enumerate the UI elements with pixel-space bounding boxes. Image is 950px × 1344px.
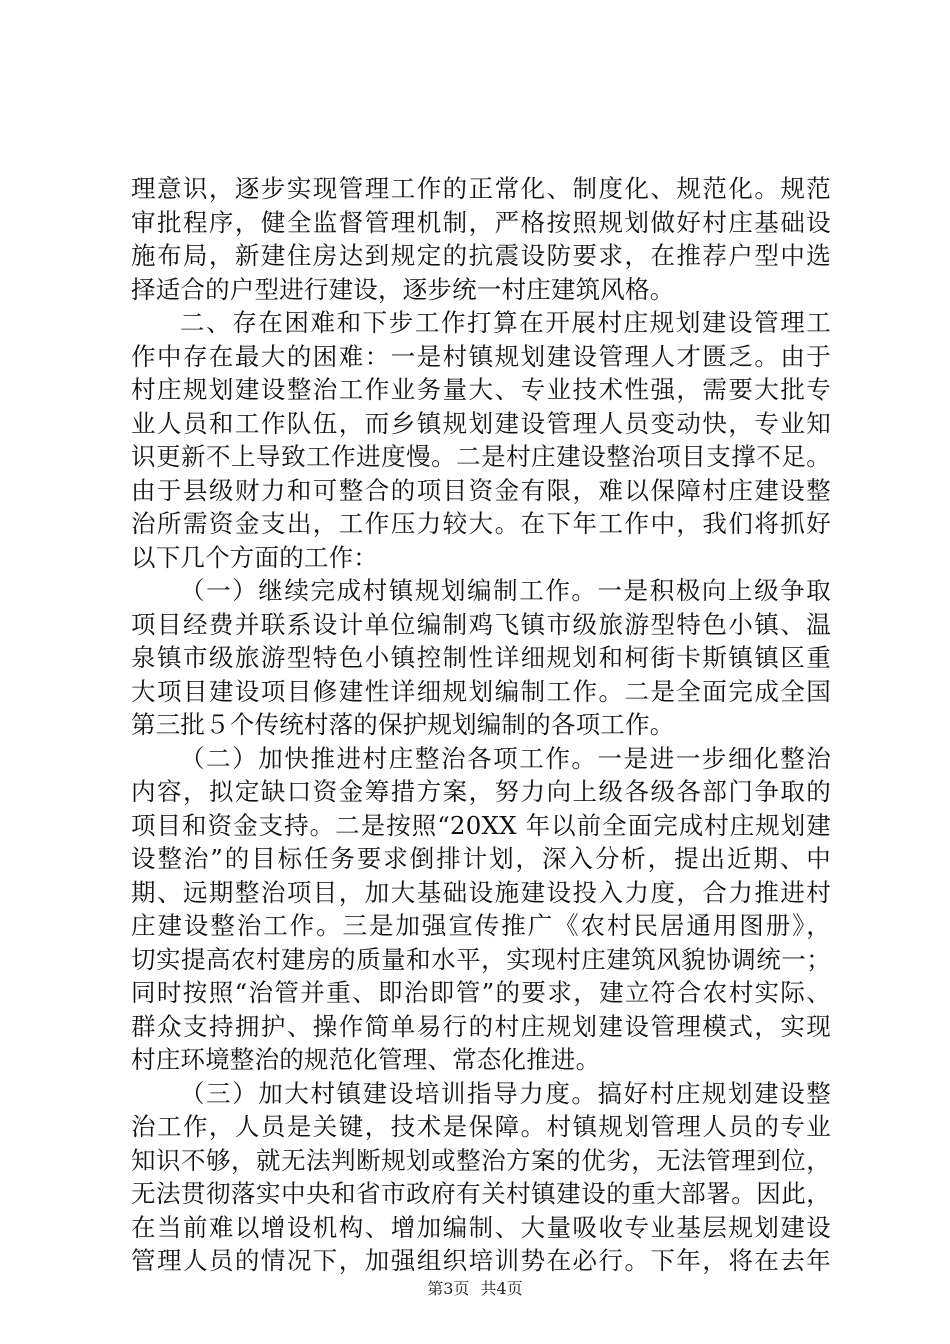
text-line: 泉镇市级旅游型特色小镇控制性详细规划和柯街卡斯镇镇区重 (131, 643, 831, 672)
text-line: 二、存在困难和下步工作打算在开展村庄规划建设管理工 (180, 308, 831, 337)
text-line: 审批程序，健全监督管理机制，严格按照规划做好村庄基础设 (131, 207, 831, 237)
text-line: 由于县级财力和可整合的项目资金有限，难以保障村庄建设整 (131, 475, 831, 505)
text-line: 内容，拟定缺口资金筹措方案，努力向上级各级各部门争取的 (131, 777, 831, 806)
text-line: 施布局，新建住房达到规定的抗震设防要求，在推荐户型中选 (131, 241, 831, 270)
text-line: 择适合的户型进行建设，逐步统一村庄建筑风格。 (131, 274, 675, 304)
text-line: 识更新不上导致工作进度慢。二是村庄建设整治项目支撑不足。 (131, 442, 831, 471)
text-line: 大项目建设项目修建性详细规划编制工作。二是全面完成全国 (131, 676, 831, 706)
text-line: 在当前难以增设机构、增加编制、大量吸收专业基层规划建设 (131, 1212, 831, 1242)
text-line: 以下几个方面的工作： (131, 542, 378, 572)
page-footer: 第3页 共4页 (427, 1279, 523, 1298)
text-line: 同时按照“治管并重、即治即管”的要求，建立符合农村实际、 (131, 978, 831, 1007)
text-line: 业人员和工作队伍，而乡镇规划建设管理人员变动快，专业知 (131, 408, 831, 438)
text-line: （一）继续完成村镇规划编制工作。一是积极向上级争取 (180, 576, 831, 605)
document-body (131, 172, 831, 1278)
text-line: 知识不够，就无法判断规划或整治方案的优劣，无法管理到位， (131, 1145, 831, 1175)
text-line: 项目和资金支持。二是按照“20XX 年以前全面完成村庄规划建 (131, 810, 831, 840)
text-line: 设整治”的目标任务要求倒排计划，深入分析，提出近期、中 (131, 844, 831, 873)
text-line: 第三批５个传统村落的保护规划编制的各项工作。 (131, 710, 675, 739)
text-line: （二）加快推进村庄整治各项工作。一是进一步细化整治 (180, 743, 831, 773)
text-line: 治工作，人员是关键，技术是保障。村镇规划管理人员的专业 (131, 1112, 831, 1141)
text-line: 庄建设整治工作。三是加强宣传推广《农村民居通用图册》， (131, 911, 831, 940)
text-line: 村庄规划建设整治工作业务量大、专业技术性强，需要大批专 (131, 375, 831, 404)
text-line: 管理人员的情况下，加强组织培训势在必行。下年，将在去年 (131, 1246, 831, 1275)
text-line: 治所需资金支出，工作压力较大。在下年工作中，我们将抓好 (131, 509, 831, 538)
text-line: 村庄环境整治的规范化管理、常态化推进。 (131, 1045, 601, 1074)
text-line: 群众支持拥护、操作简单易行的村庄规划建设管理模式，实现 (131, 1011, 831, 1041)
text-line: 期、远期整治项目，加大基础设施建设投入力度，合力推进村 (131, 877, 831, 907)
text-line: 无法贯彻落实中央和省市政府有关村镇建设的重大部署。因此， (131, 1179, 831, 1208)
text-line: 理意识，逐步实现管理工作的正常化、制度化、规范化。规范 (131, 174, 831, 203)
text-line: 作中存在最大的困难：一是村镇规划建设管理人才匮乏。由于 (131, 341, 831, 371)
text-line: （三）加大村镇建设培训指导力度。搞好村庄规划建设整 (180, 1078, 831, 1108)
text-line: 项目经费并联系设计单位编制鸡飞镇市级旅游型特色小镇、温 (131, 609, 831, 639)
text-line: 切实提高农村建房的质量和水平，实现村庄建筑风貌协调统一； (131, 944, 831, 974)
